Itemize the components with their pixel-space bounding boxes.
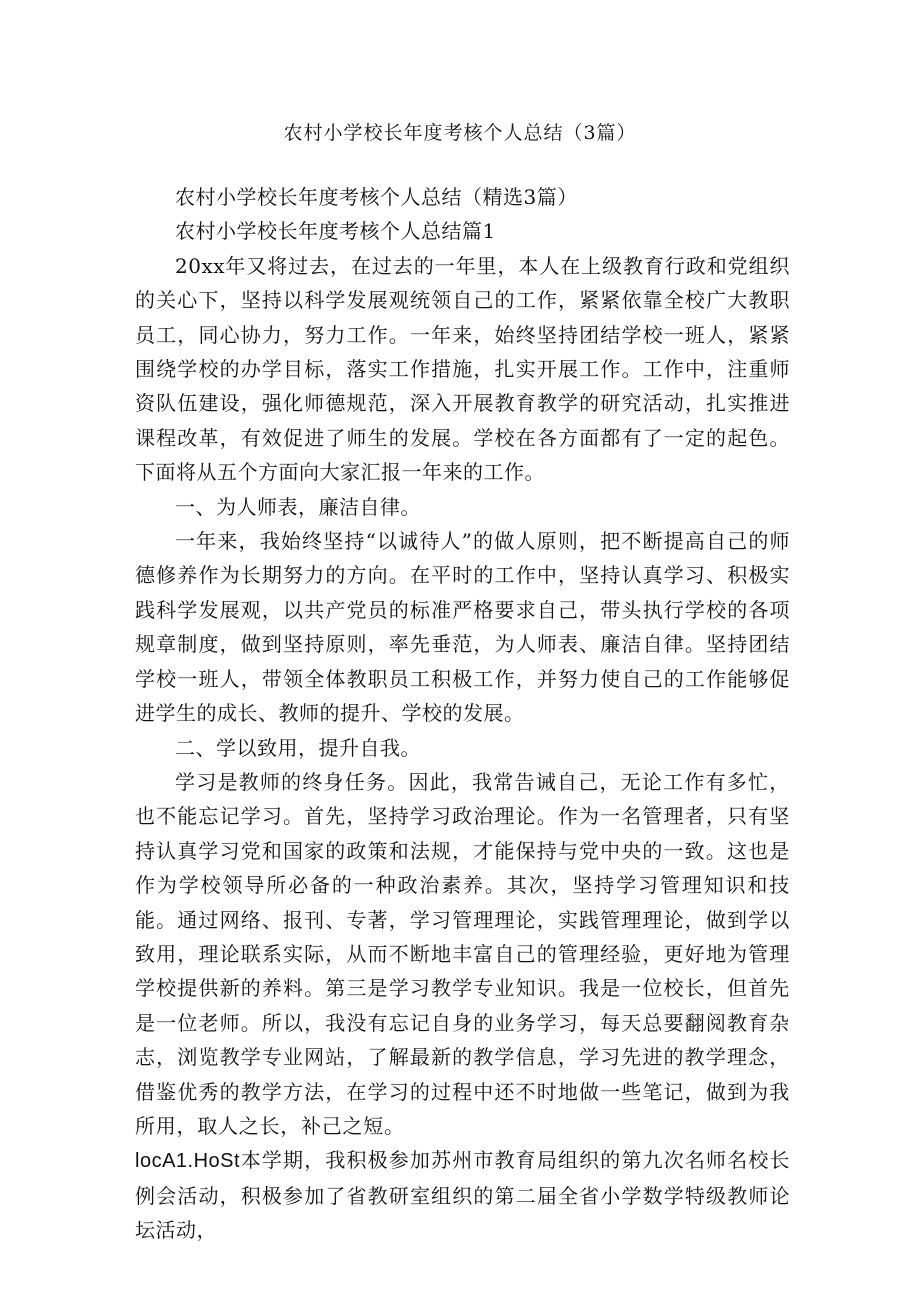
paragraph-two: 学习是教师的终身任务。因此，我常告诫自己，无论工作有多忙，也不能忘记学习。首先，坚持学习政治理论。作为一名管理者，只有坚持认真学习党和国家的政策和法规，才能保持与党中央的一致。这也是作为学校领导所必备的一种政治素养。其次，坚持学习管理知识和技能。通过网络、报刊、专著，学习管理理论，实践管理理论，做到学以致用，理论联系实际，从而不断地丰富自己的管理经验，更好地为管理学校提供新的养料。第三是学习教学专业知识。我是一位校长，但首先是一位老师。所以，我没有忘记自身的业务学习，每天总要翻阅教育杂志，浏览教学专业网站，了解最新的教学信息，学习先进的教学理念，借鉴优秀的教学方法，在学习的过程中还不时地做一些笔记，做到为我所用，取人之长，补己之短。 <box>135 769 790 1138</box>
heading-one: 一、为人师表，廉洁自律。 <box>175 494 421 519</box>
paragraph-final-lead: locA1.HoSt <box>135 1150 241 1173</box>
section-heading: 农村小学校长年度考核个人总结篇1 <box>175 219 496 244</box>
document-body <box>135 180 790 1248</box>
paragraph-intro: 20xx年又将过去，在过去的一年里，本人在上级教育行政和党组织的关心下，坚持以科学发展观统领自己的工作，紧紧依靠全校广大教职员工，同心协力，努力工作。一年来，始终坚持团结学校一班人，紧紧围绕学校的办学目标，落实工作措施，扎实开展工作。工作中，注重师资队伍建设，强化师德规范，深入开展教育教学的研究活动，扎实推进课程改革，有效促进了师生的发展。学校在各方面都有了一定的起色。下面将从五个方面向大家汇报一年来的工作。 <box>135 253 790 485</box>
paragraph-one: 一年来，我始终坚持“以诚待人”的做人原则，把不断提高自己的师德修养作为长期努力的方向。在平时的工作中，坚持认真学习、积极实践科学发展观，以共产党员的标准严格要求自己，带头执行学校的各项规章制度，做到坚持原则，率先垂范，为人师表、廉洁自律。坚持团结学校一班人，带领全体教职员工积极工作，并努力使自己的工作能够促进学生的成长、教师的提升、学校的发展。 <box>135 529 790 726</box>
paragraph-final <box>135 1143 790 1247</box>
subtitle: 农村小学校长年度考核个人总结（精选3篇） <box>175 185 578 209</box>
document-title: 农村小学校长年度考核个人总结（3篇） <box>283 122 637 144</box>
paragraph-final-text: 本学期，我积极参加苏州市教育局组织的第九次名师名校长例会活动，积极参加了省教研室组织的第二届全省小学数学特级教师论坛活动， <box>135 1148 790 1243</box>
heading-two: 二、学以致用，提升自我。 <box>175 735 421 760</box>
